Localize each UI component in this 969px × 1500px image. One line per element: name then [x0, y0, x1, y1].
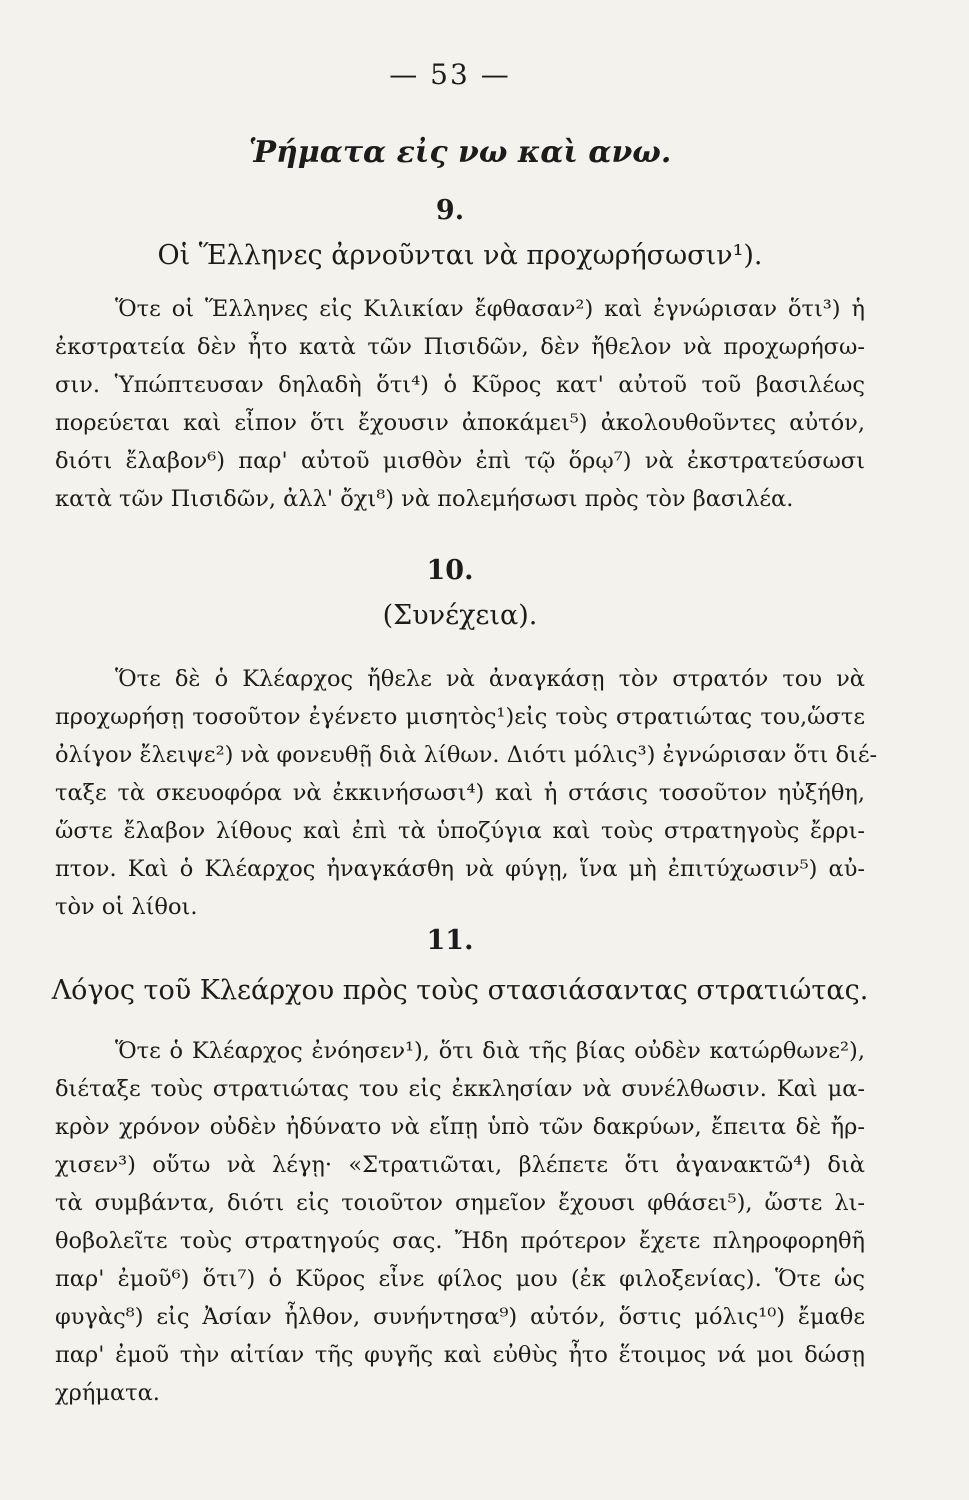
page-number: — 53 —	[389, 58, 511, 91]
text-line: φυγὰς⁸) εἰς Ἀσίαν ἦλθον, συνήντησα⁹) αὐτόν, ὅστις μόλις¹⁰) ἔμαθε	[55, 1304, 865, 1330]
text-line: Ὅτε ὁ Κλέαρχος ἐνόησεν¹), ὅτι διὰ τῆς βίας οὐδὲν κατώρθωνε²),	[115, 1038, 865, 1064]
paragraph	[55, 660, 878, 926]
paragraph	[55, 290, 865, 518]
text-line: προχωρήσῃ τοσοῦτον ἐγένετο μισητὸς¹)εἰς τοὺς στρατιώτας του,ὥστε	[55, 704, 865, 730]
text-line: παρ' ἐμοῦ⁶) ὅτι⁷) ὁ Κῦρος εἶνε φίλος μου (ἐκ φιλοξενίας). Ὅτε ὡς	[55, 1266, 865, 1292]
text-line: σιν. Ὑπώπτευσαν δηλαδὴ ὅτι⁴) ὁ Κῦρος κατ' αὐτοῦ τοῦ βασιλέως	[55, 372, 865, 398]
text-line: τὸν οἱ λίθοι.	[55, 894, 198, 920]
section-number: 11.	[426, 925, 474, 956]
text-line: ὀλίγον ἔλειψε²) νὰ φονευθῇ διὰ λίθων. Διότι μόλις³) ἐγνώρισαν ὅτι διέ-	[55, 742, 878, 768]
text-line: Ὅτε δὲ ὁ Κλέαρχος ἤθελε νὰ ἀναγκάσῃ τὸν στρατόν του νὰ	[115, 666, 865, 692]
text-line: κατὰ τῶν Πισιδῶν, ἀλλ' ὄχι⁸) νὰ πολεμήσωσι πρὸς τὸν βασιλέα.	[55, 486, 794, 512]
text-line: τὰ συμβάντα, διότι εἰς τοιοῦτον σημεῖον ἔχουσι φθάσει⁵), ὥστε λι-	[55, 1190, 865, 1216]
text-line: χισεν³) οὕτω νὰ λέγῃ· «Στρατιῶται, βλέπετε ὅτι ἀγανακτῶ⁴) διὰ	[55, 1152, 865, 1178]
section-heading: Οἱ Ἕλληνες ἀρνοῦνται νὰ προχωρήσωσιν¹).	[157, 240, 763, 271]
text-line: πτον. Καὶ ὁ Κλέαρχος ἠναγκάσθη νὰ φύγῃ, ἵνα μὴ ἐπιτύχωσιν⁵) αὐ-	[55, 856, 865, 882]
text-line: διέταξε τοὺς στρατιώτας του εἰς ἐκκλησίαν νὰ συνέλθωσιν. Καὶ μα-	[55, 1076, 865, 1102]
paragraph	[55, 1032, 865, 1412]
text-line: κρὸν χρόνον οὐδὲν ἠδύνατο νὰ εἴπῃ ὑπὸ τῶν δακρύων, ἔπειτα δὲ ἤρ-	[55, 1114, 865, 1140]
section-number: 9.	[435, 195, 465, 226]
section-heading: (Συνέχεια).	[382, 600, 538, 631]
text-line: πορεύεται καὶ εἶπον ὅτι ἔχουσιν ἀποκάμει⁵) ἀκολουθοῦντες αὐτόν,	[55, 410, 865, 436]
text-line: Ὅτε οἱ Ἕλληνες εἰς Κιλικίαν ἔφθασαν²) καὶ ἐγνώρισαν ὅτι³) ἡ	[115, 296, 865, 322]
text-line: ἐκστρατεία δὲν ἦτο κατὰ τῶν Πισιδῶν, δὲν ἤθελον νὰ προχωρήσω-	[55, 334, 865, 360]
text-line: χρήματα.	[55, 1380, 160, 1406]
text-line: διότι ἔλαβον⁶) παρ' αὐτοῦ μισθὸν ἐπὶ τῷ ὅρῳ⁷) νὰ ἐκστρατεύσωσι	[55, 448, 865, 474]
text-line: θοβολεῖτε τοὺς στρατηγούς σας. Ἤδη πρότερον ἔχετε πληροφορηθῆ	[55, 1228, 865, 1254]
text-line: παρ' ἐμοῦ τὴν αἰτίαν τῆς φυγῆς καὶ εὐθὺς ἦτο ἕτοιμος νά μοι δώσῃ	[55, 1342, 865, 1368]
section-heading: Λόγος τοῦ Κλεάρχου πρὸς τοὺς στασιάσαντας στρατιώτας.	[51, 975, 869, 1006]
text-line: ὥστε ἔλαβον λίθους καὶ ἐπὶ τὰ ὑποζύγια καὶ τοὺς στρατηγοὺς ἔρρι-	[55, 818, 865, 844]
text-line: ταξε τὰ σκευοφόρα νὰ ἐκκινήσωσι⁴) καὶ ἡ στάσις τοσοῦτον ηὐξήθη,	[55, 780, 865, 806]
chapter-title: Ῥήματα εἰς νω καὶ ανω.	[248, 135, 672, 170]
section-number: 10.	[426, 555, 474, 586]
